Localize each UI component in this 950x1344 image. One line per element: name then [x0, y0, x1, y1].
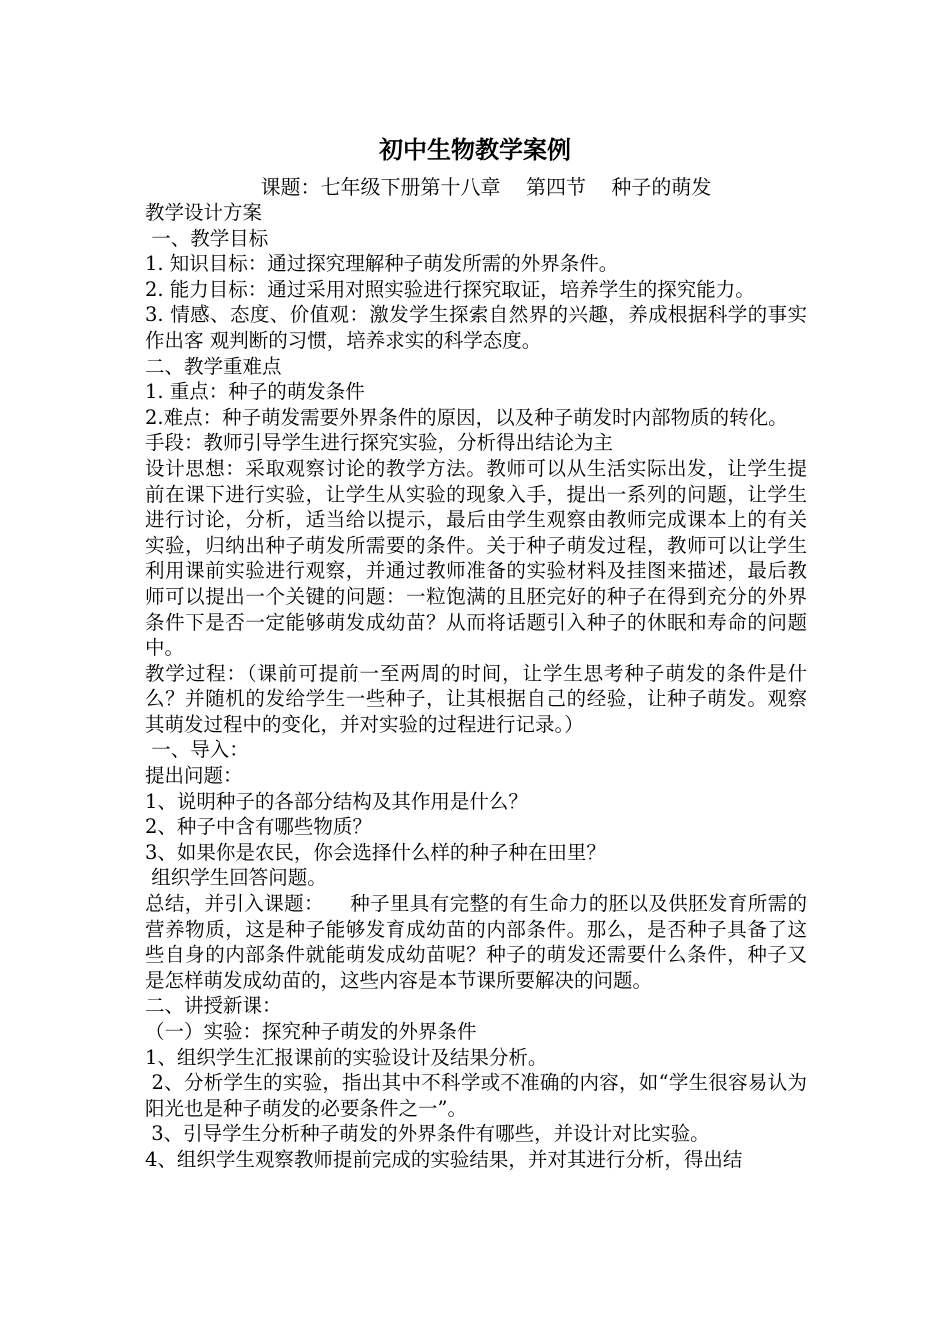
teaching-process-paragraph: 教学过程：（课前可提前一至两周的时间，让学生思考种子萌发的条件是什么？并随机的发给学生一些种子，让其根据自己的经验，让种子萌发。观察其萌发过程中的变化，并对实验的过程进行记录。） — [145, 661, 807, 736]
design-idea-paragraph: 设计思想：采取观察讨论的教学方法。教师可以从生活实际出发，让学生提前在课下进行实验，让学生从实验的现象入手，提出一系列的问题，让学生进行讨论，分析，适当给以提示，最后由学生观察由教师完成课本上的有关实验，归纳出种子萌发所需要的条件。关于种子萌发过程，教师可以让学生利用课前实验进行观察，并通过教师准备的实验材料及挂图来描述，最后教师可以提出一个关键的问题：一粒饱满的且胚完好的种子在得到充分的外界条件下是否一定能够萌发成幼苗？从而将话题引入种子的休眠和寿命的问题中。 — [145, 456, 807, 660]
lesson-subtitle: 课题：七年级下册第十八章 第四节 种子的萌发 — [260, 175, 712, 199]
text-line: 提出问题： — [145, 764, 243, 788]
step-item: 4、组织学生观察教师提前完成的实验结果，并对其进行分析，得出结 — [145, 1147, 743, 1171]
section-heading: 教学设计方案 — [145, 201, 263, 224]
objective-item: 1. 知识目标：通过探究理解种子萌发所需的外界条件。 — [145, 252, 619, 276]
section-heading: 二、讲授新课： — [145, 994, 282, 1018]
subsection-heading: （一）实验：探究种子萌发的外界条件 — [145, 1020, 477, 1043]
key-point-item: 2.难点：种子萌发需要外界条件的原因，以及种子萌发时内部物质的转化。 — [145, 405, 788, 429]
document-body — [145, 200, 807, 1173]
summary-paragraph: 总结，并引入课题： 种子里具有完整的有生命力的胚以及供胚发育所需的营养物质，这是种子能够发育成幼苗的内部条件。那么，是否种子具备了这些自身的内部条件就能萌发成幼苗呢？种子的萌发还需要什么条件，种子又是怎样萌发成幼苗的，这些内容是本节课所要解决的问题。 — [145, 892, 807, 992]
section-heading: 一、教学目标 — [145, 226, 269, 250]
objective-item: 3. 情感、态度、价值观：激发学生探索自然界的兴趣，养成根据科学的事实作出客 观判断的习惯，培养求实的科学态度。 — [145, 303, 807, 352]
text-line: 组织学生回答问题。 — [145, 866, 327, 890]
step-item: 1、组织学生汇报课前的实验设计及结果分析。 — [145, 1045, 548, 1069]
question-item: 2、种子中含有哪些物质？ — [145, 815, 372, 839]
section-heading: 一、导入： — [145, 738, 249, 762]
key-point-item: 1. 重点：种子的萌发条件 — [145, 380, 365, 404]
step-item: 2、分析学生的实验，指出其中不科学或不准确的内容，如“学生很容易认为阳光也是种子萌发的必要条件之一”。 — [145, 1071, 807, 1120]
question-item: 3、如果你是农民，你会选择什么样的种子种在田里？ — [145, 840, 606, 864]
method-paragraph: 手段：教师引导学生进行探究实验，分析得出结论为主 — [145, 431, 614, 455]
objective-item: 2. 能力目标：通过采用对照实验进行探究取证，培养学生的探究能力。 — [145, 277, 755, 301]
section-heading: 二、教学重难点 — [145, 354, 282, 378]
question-item: 1、说明种子的各部分结构及其作用是什么？ — [145, 789, 528, 813]
document-title: 初中生物教学案例 — [379, 135, 571, 164]
step-item: 3、引导学生分析种子萌发的外界条件有哪些，并设计对比实验。 — [145, 1122, 710, 1146]
